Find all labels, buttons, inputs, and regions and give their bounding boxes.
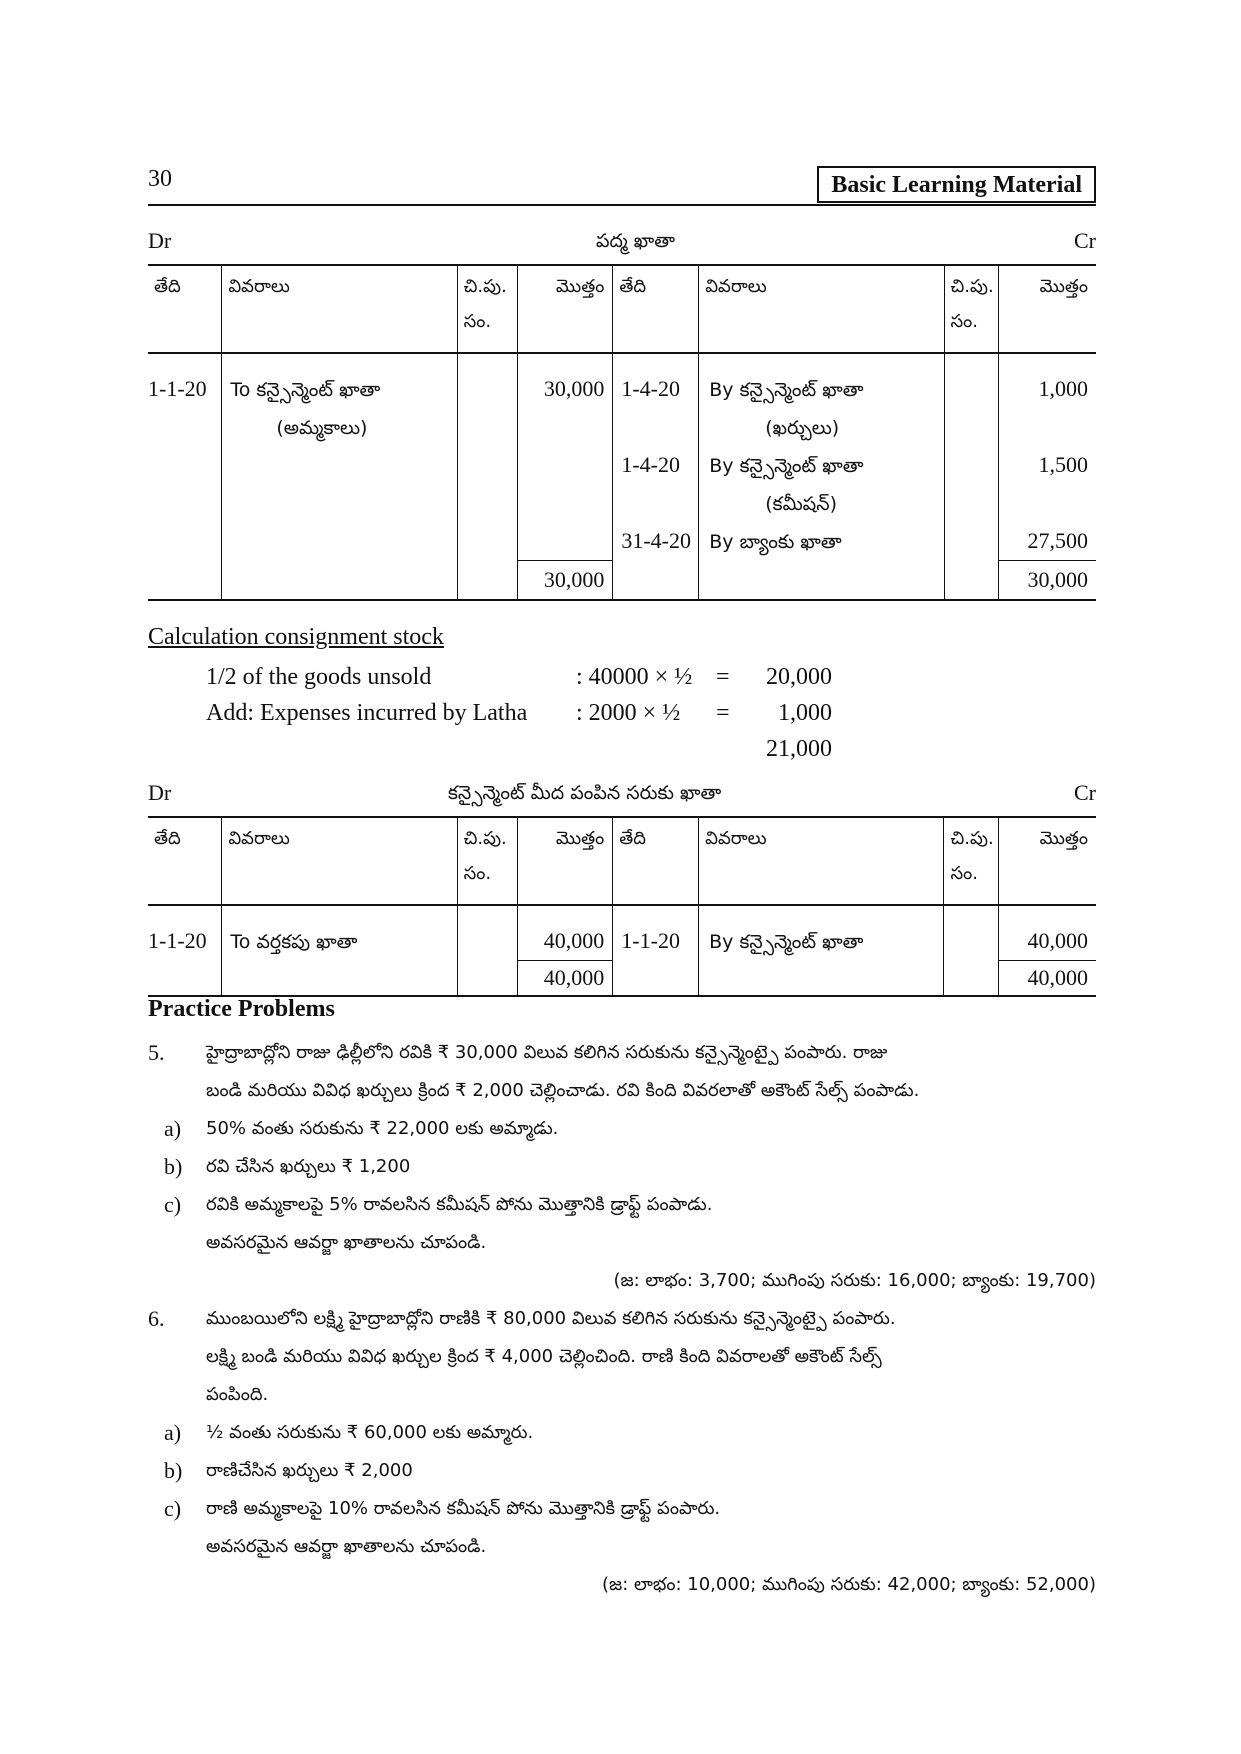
credit-particular-2: By కన్సైన్మెంట్ ఖాతా: [709, 455, 864, 477]
page-header: [148, 160, 1096, 206]
calc-eq-1: =: [716, 664, 730, 690]
p6-item-c: రాణి అమ్మకాలపై 10% రావలసిన కమీషన్ పోను మొత్తానికి డ్రాఫ్ట్ పంపారు.: [206, 1498, 721, 1519]
p5-item-b: రవి చేసిన ఖర్చులు ₹ 1,200: [206, 1156, 411, 1177]
debit-total: 30,000: [543, 567, 605, 592]
table-row: [148, 905, 1096, 961]
credit-amount-3: 27,500: [1027, 528, 1088, 553]
p5-answer: (జ: లాభం: 3,700; ముగింపు సరుకు: 16,000; బ్యాంకు: 19,700): [613, 1270, 1096, 1291]
table-row: [148, 353, 1096, 561]
l2-credit-particular: By కన్సైన్మెంట్ ఖాతా: [709, 931, 864, 953]
col-date: తేది: [148, 817, 222, 905]
col-particulars-cr: వివరాలు: [699, 265, 944, 353]
header-title: Basic Learning Material: [817, 166, 1096, 203]
col-particulars: వివరాలు: [222, 265, 457, 353]
col-jf: [457, 817, 517, 905]
practice-title: Practice Problems: [148, 996, 335, 1022]
problem-5: [148, 1034, 1096, 1300]
col-amount-cr: మొత్తం: [998, 265, 1096, 353]
calc-total: 21,000: [766, 736, 832, 762]
col-jf: [457, 265, 517, 353]
col-amount-cr: మొత్తం: [998, 817, 1096, 905]
ledger2-cr: Cr: [1074, 780, 1096, 805]
l2-credit-total: 40,000: [1027, 965, 1088, 990]
p5-item-c: రవికి అమ్మకాలపై 5% రావలసిన కమీషన్ పోను మొత్తానికి డ్రాఫ్ట్ పంపాడు.: [206, 1194, 713, 1215]
p5-line1: హైద్రాబాద్లోని రాజు ఢిల్లీలోని రవికి ₹ 30,000 విలువ కలిగిన సరుకును కన్సైన్మెంట్పై పంపారు. రాజు: [206, 1042, 888, 1063]
l2-credit-amount: 40,000: [1027, 928, 1088, 953]
credit-date-3: 31-4-20: [621, 528, 691, 553]
credit-amount-1: 1,000: [1038, 376, 1088, 401]
col-jf-cr-line2: సం.: [950, 863, 978, 884]
p5-letter-b: b): [164, 1154, 183, 1179]
credit-amount-2: 1,500: [1038, 452, 1088, 477]
l2-debit-total: 40,000: [543, 965, 605, 990]
l2-debit-particular: To వర్తకపు ఖాతా: [230, 931, 358, 953]
p6-line1: ముంబయిలోని లక్ష్మి హైద్రాబాద్లోని రాణికి ₹ 80,000 విలువ కలిగిన సరుకును కన్సైన్మెంట్పై పంపారు.: [206, 1308, 896, 1329]
col-amount: మొత్తం: [517, 817, 613, 905]
col-amount: మొత్తం: [517, 265, 613, 353]
ledger2-table: [148, 816, 1096, 997]
col-jf-cr: [944, 265, 998, 353]
p6-line3: పంపింది.: [206, 1384, 269, 1405]
credit-date-1: 1-4-20: [621, 376, 680, 401]
debit-date: 1-1-20: [148, 376, 207, 401]
page-number: 30: [148, 166, 172, 192]
ledger1-table: [148, 264, 1096, 601]
total-row: [148, 961, 1096, 997]
col-jf-cr: [944, 817, 998, 905]
credit-particular-3: By బ్యాంకు ఖాతా: [709, 531, 842, 553]
p5-letter-c: c): [164, 1192, 182, 1217]
p5-line2: బండి మరియు వివిధ ఖర్చులు క్రింద ₹ 2,000 చెల్లించాడు. రవి కింది వివరలాతో అకౌంట్ సేల్స్ పంపాడు.: [206, 1080, 920, 1101]
total-row: [148, 561, 1096, 601]
debit-amount: 30,000: [543, 376, 605, 401]
credit-particular-2-sub: (కమీషన్): [765, 493, 837, 515]
credit-particular-1-sub: (ఖర్చులు): [765, 417, 840, 439]
p5-item-a: 50% వంతు సరుకును ₹ 22,000 లకు అమ్మాడు.: [206, 1118, 559, 1139]
l2-debit-date: 1-1-20: [148, 928, 207, 953]
calc-eq-2: =: [716, 700, 730, 726]
l2-credit-date: 1-1-20: [621, 928, 680, 953]
calc-expr-1: : 40000 × ½: [576, 664, 693, 690]
problem-6: [148, 1300, 1096, 1604]
calc-value-2: 1,000: [778, 700, 832, 726]
col-jf-cr-line1: చి.పు.: [950, 828, 994, 849]
p5-letter-a: a): [164, 1116, 182, 1141]
debit-particular: To కన్సైన్మెంట్ ఖాతా: [230, 379, 381, 401]
p6-item-a: ½ వంతు సరుకును ₹ 60,000 లకు అమ్మారు.: [206, 1422, 534, 1443]
p6-letter-c: c): [164, 1496, 182, 1521]
ledger2-title: కన్సైన్మెంట్ మీద పంపిన సరుకు ఖాతా: [448, 782, 722, 804]
p6-line2: లక్ష్మి బండి మరియు వివిధ ఖర్చుల క్రింద ₹ 4,000 చెల్లించింది. రాణి కింది వివరాలతో అకౌంట్ సేల్స్: [206, 1346, 882, 1367]
calc-value-1: 20,000: [766, 664, 832, 690]
col-particulars: వివరాలు: [222, 817, 457, 905]
col-jf-line1: చి.పు.: [463, 276, 507, 297]
col-jf-line2: సం.: [463, 311, 492, 332]
ledger1-title: పద్మ ఖాతా: [596, 230, 675, 252]
ledger1-dr: Dr: [148, 228, 172, 253]
col-jf-cr-line2: సం.: [950, 311, 978, 332]
calc-label-2: Add: Expenses incurred by Latha: [206, 700, 528, 726]
l2-debit-amount: 40,000: [543, 928, 605, 953]
ledger2-dr: Dr: [148, 780, 172, 805]
calc-heading: Calculation consignment stock: [148, 624, 444, 650]
p6-letter-b: b): [164, 1458, 183, 1483]
ledger1-cr: Cr: [1074, 228, 1096, 253]
p6-answer: (జ: లాభం: 10,000; ముగింపు సరుకు: 42,000; బ్యాంకు: 52,000): [602, 1574, 1096, 1595]
col-jf-line2: సం.: [463, 863, 492, 884]
credit-particular-1: By కన్సైన్మెంట్ ఖాతా: [709, 379, 864, 401]
calc-label-1: 1/2 of the goods unsold: [206, 664, 432, 690]
col-date-cr: తేది: [613, 265, 699, 353]
p6-item-b: రాణిచేసిన ఖర్చులు ₹ 2,000: [206, 1460, 413, 1481]
p6-letter-a: a): [164, 1420, 182, 1445]
debit-particular-sub: (అమ్మకాలు): [276, 417, 368, 439]
p5-show: అవసరమైన ఆవర్జా ఖాతాలను చూపండి.: [206, 1232, 487, 1253]
calc-expr-2: : 2000 × ½: [576, 700, 681, 726]
col-date: తేది: [148, 265, 222, 353]
col-jf-cr-line1: చి.పు.: [950, 276, 994, 297]
col-date-cr: తేది: [613, 817, 699, 905]
credit-date-2: 1-4-20: [621, 452, 680, 477]
col-particulars-cr: వివరాలు: [699, 817, 944, 905]
credit-total: 30,000: [1027, 567, 1088, 592]
p5-number: 5.: [148, 1040, 165, 1065]
col-jf-line1: చి.పు.: [463, 828, 507, 849]
p6-number: 6.: [148, 1306, 165, 1331]
p6-show: అవసరమైన ఆవర్జా ఖాతాలను చూపండి.: [206, 1536, 487, 1557]
